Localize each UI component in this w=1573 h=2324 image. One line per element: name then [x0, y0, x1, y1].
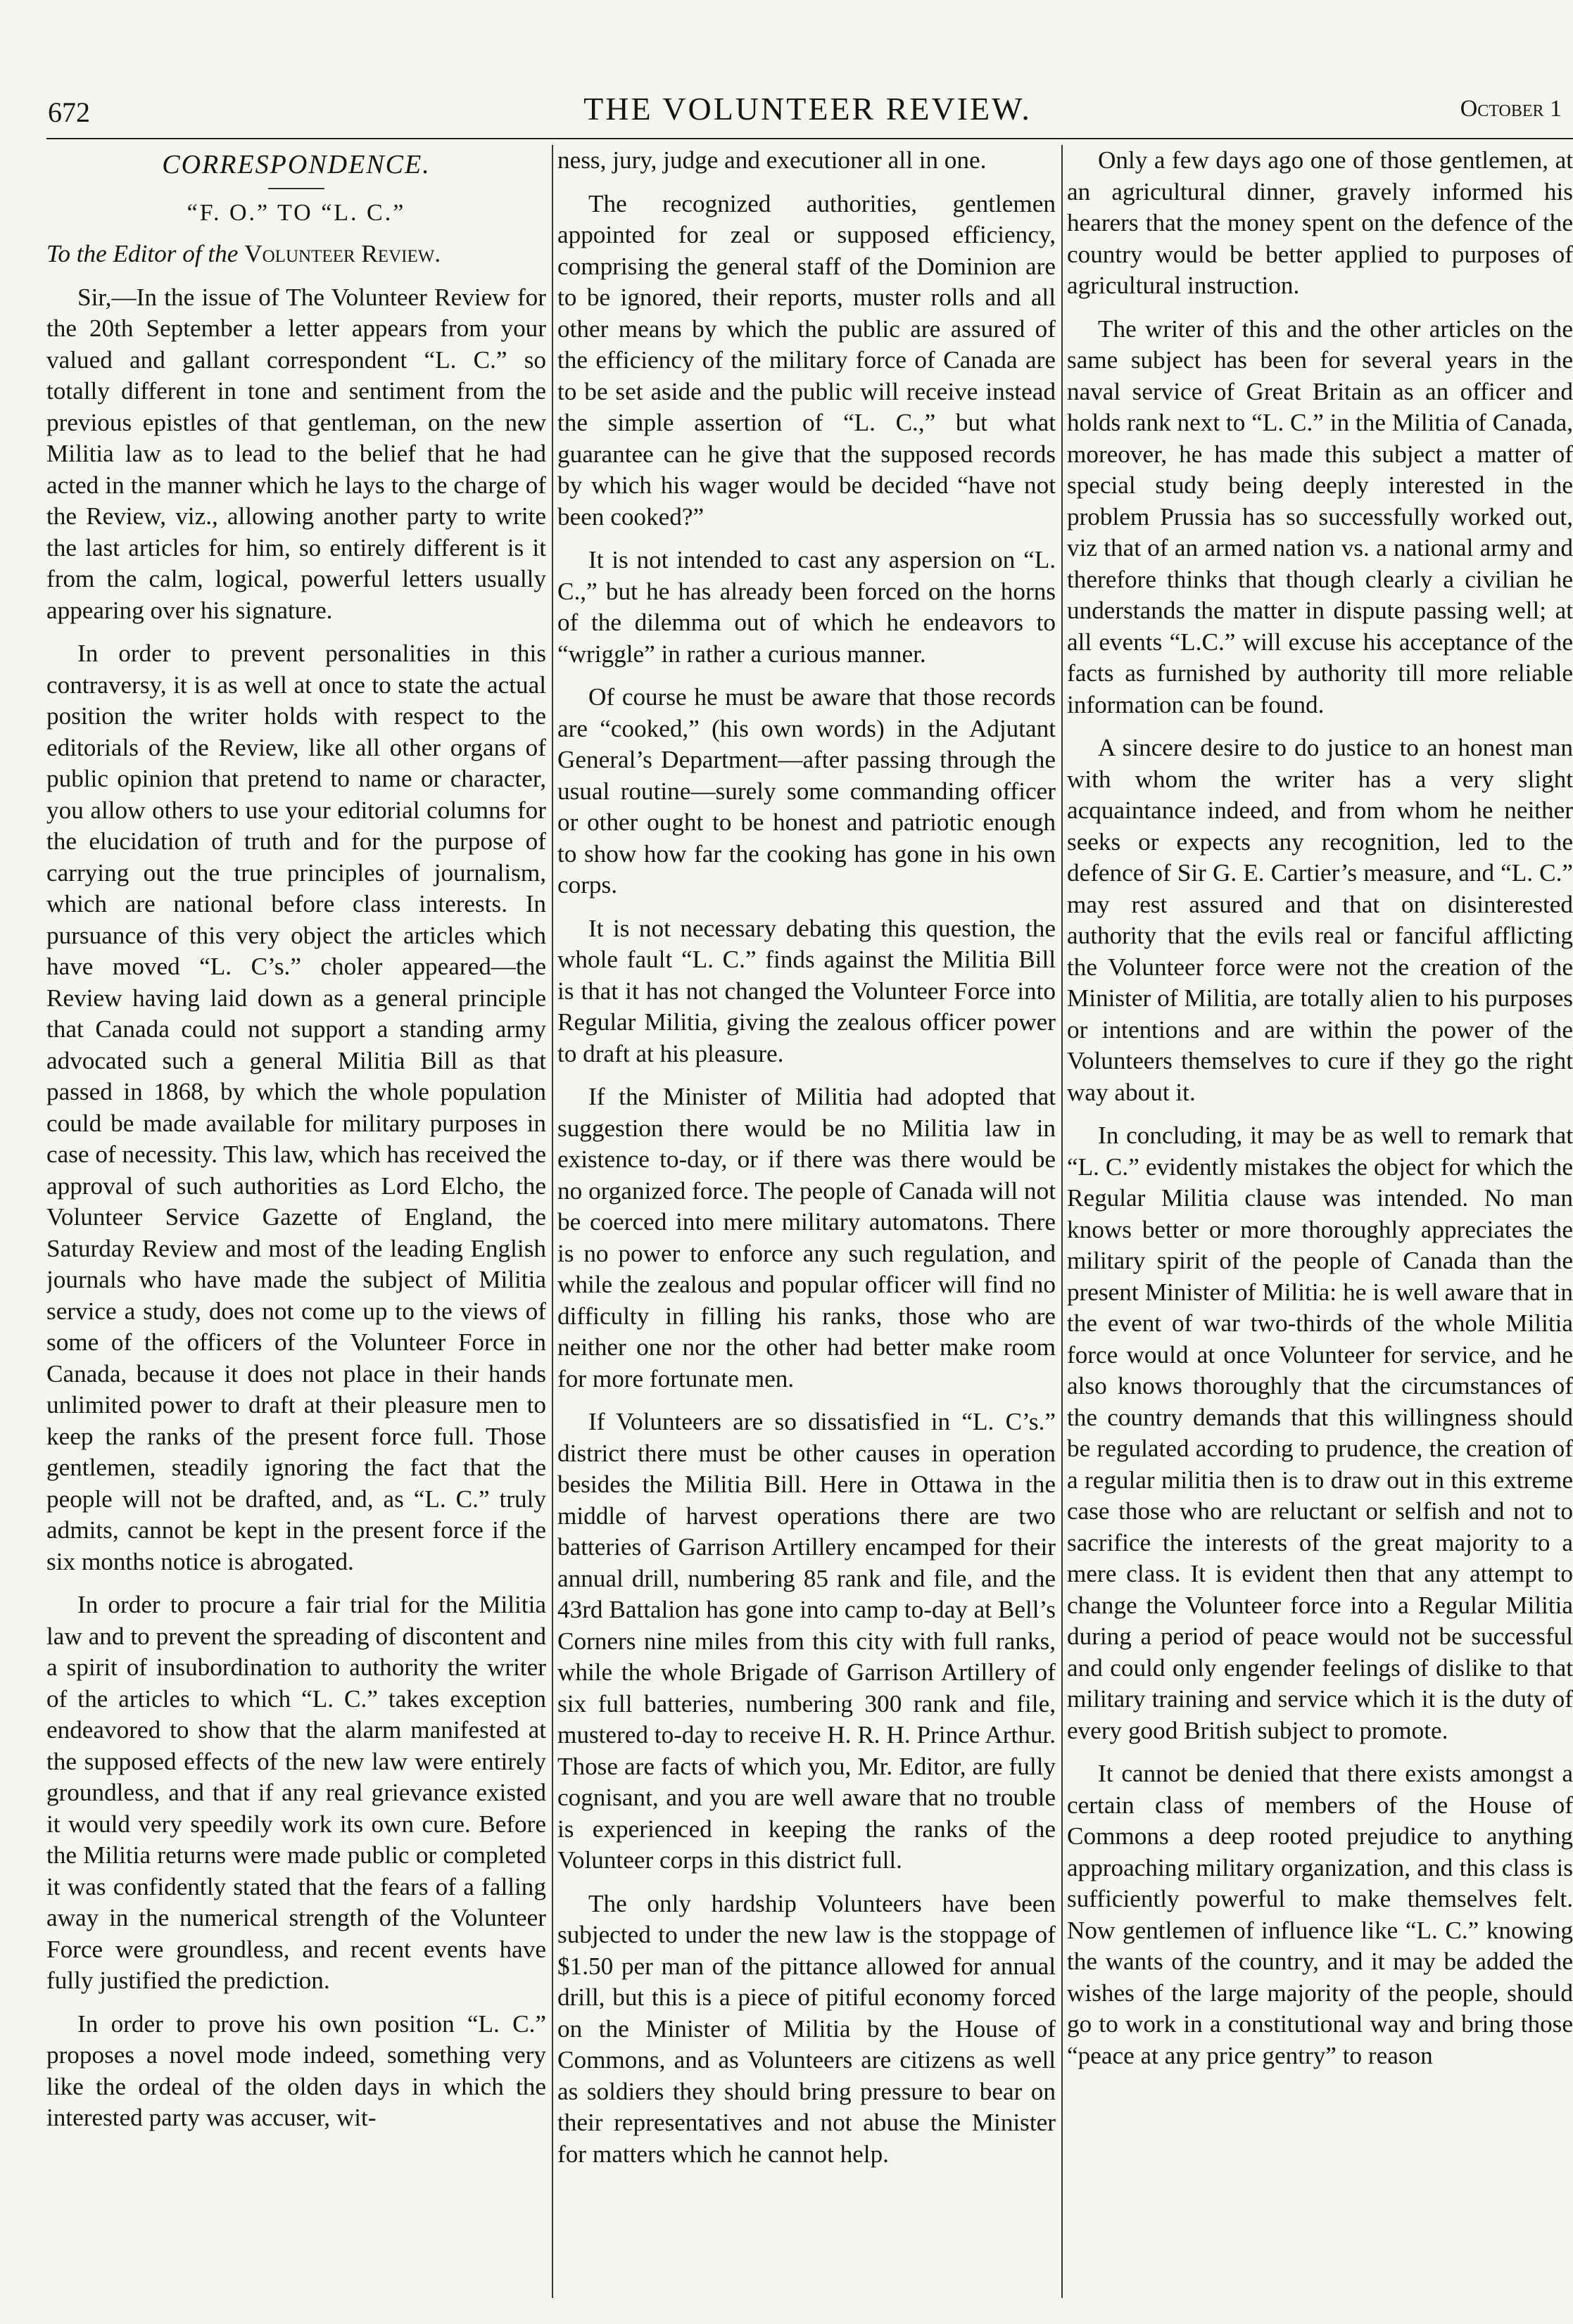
paragraph: The writer of this and the other articles on the same subject has been for several years in the naval service of Great Britain as an officer and holds rank next to “L. C.” in the Militia of Canada, moreover, he has made this subject a matter of special study being deeply interested in the problem Prussia has so successfully worked out, viz that of an armed nation vs. a national army and therefore thinks that though clearly a civilian he understands the matter in dispute passing well; at all events “L.C.” will excuse his acceptance of the facts as furnished by authority till more reliable information can be found.	[1067, 315, 1573, 718]
paragraph-continued: ness, jury, judge and executioner all in one.	[557, 146, 987, 174]
paragraph: In order to procure a fair trial for the Militia law and to prevent the spreading of discontent and a spirit of insubordination to authority the writer of the articles to which “L. C.” takes exception endeavored to show that the alarm manifested at the supposed effects of the new law were entirely groundless, and that if any real grievance existed it would very speedily work its own cure. Before the Militia returns were made public or completed it was confidently stated that the fears of a falling away in the numerical strength of the Volunteer Force were groundless, and recent events have fully justified the prediction.	[46, 1591, 546, 1994]
paragraph: In concluding, it may be as well to remark that “L. C.” evidently mistakes the object for which the Regular Militia clause was intended. No man knows better or more thoroughly appreciates the military spirit of the people of Canada than the present Minister of Militia: he is well aware that in the event of war two-thirds of the whole Militia force would at once Volunteer for service, and he also knows thoroughly that the circumstances of the country demands that this willingness should be regulated according to prudence, the creation of a regular militia then is to draw out in this extreme case those who are reluctant or selfish and not to sacrifice the interests of the great majority to a mere class. It is evident then that any attempt to change the Volunteer force into a Regular Militia during a period of peace would not be successful and could only engender feelings of dislike to that military training and service which it is the duty of every good British subject to promote.	[1067, 1122, 1573, 1744]
column-3	[1067, 145, 1573, 2298]
paragraph: Sir,—In the issue of The Volunteer Review for the 20th September a letter appears from your valued and gallant correspondent “L. C.” so totally different in tone and sentiment from the previous epistles of that gentleman, on the new Militia law as to lead to the belief that he had acted in the manner which he lays to the charge of the Review, viz., allowing another party to write the last articles for him, so entirely different is it from the calm, logical, powerful letters usually appearing over his signature.	[46, 283, 546, 624]
paragraph: In order to prove his own position “L. C.” proposes a novel mode indeed, something very like the ordeal of the olden days in which the interested party was accuser, wit-	[46, 2009, 546, 2131]
paragraph: Only a few days ago one of those gentlemen, at an agricultural dinner, gravely informed his hearers that the money spent on the defence of the country would be better applied to purposes of agricultural instruction.	[1067, 146, 1573, 299]
salutation-lead: To the Editor of the	[46, 240, 239, 267]
column-divider	[552, 145, 553, 2298]
column-1	[46, 145, 546, 2298]
paragraph: It is not intended to cast any aspersion on “L. C.,” but he has already been forced on the horns of the dilemma out of which he endeavors to “wriggle” in rather a curious manner.	[557, 546, 1056, 668]
section-title: CORRESPONDENCE.	[162, 150, 431, 179]
publication-title: THE VOLUNTEER REVIEW.	[583, 91, 1032, 127]
paragraph: Of course he must be aware that those records are “cooked,” (his own words) in the Adjutant General’s Department—after passing through the usual routine—surely some commanding officer or other ought to be honest and patriotic enough to show how far the cooking has gone in his own corps.	[557, 683, 1056, 899]
paragraph: It cannot be denied that there exists amongst a certain class of members of the House of Commons a deep rooted prejudice to anything approaching military organization, and this class is sufficiently powerful to make themselves felt. Now gentlemen of influence like “L. C.” knowing the wants of the country, and it may be added the wishes of the large majority of the people, should go to work in a constitutional way and bring those “peace at any price gentry” to reason	[1067, 1760, 1573, 2069]
paragraph: If Volunteers are so dissatisfied in “L. C’s.” district there must be other causes in operation besides the Militia Bill. Here in Ottawa in the middle of harvest operations there are two batteries of Garrison Artillery encamped for their annual drill, numbering 85 rank and file, and the 43rd Battalion has gone into camp to-day at Bell’s Corners nine miles from this city with full ranks, while the whole Brigade of Garrison Artillery of six full batteries, numbering 300 rank and file, mustered to-day to receive H. R. H. Prince Arthur. Those are facts of which you, Mr. Editor, are fully cognisant, and you are well aware that no trouble is experienced in keeping the ranks of the Volunteer corps in this district full.	[557, 1408, 1056, 1874]
paragraph: The recognized authorities, gentlemen appointed for zeal or supposed efficiency, comprising the general staff of the Dominion are to be ignored, their reports, muster rolls and all other means by which the public are assured of the efficiency of the military force of Canada are to be set aside and the public will receive instead the simple assertion of “L. C.,” but what guarantee can he give that the supposed records by which his wager would be decided “have not been cooked?”	[557, 189, 1056, 531]
paragraph: The only hardship Volunteers have been subjected to under the new law is the stoppage of $1.50 per man of the pittance allowed for annual drill, but this is a piece of pitiful economy forced on the Minister of Militia by the House of Commons, and as Volunteers are citizens as well as soldiers they should bring pressure to bear on their representatives and not abuse the Minister for matters which he cannot help.	[557, 1889, 1056, 2168]
salutation-publication: Volunteer Review.	[244, 240, 441, 267]
column-2	[557, 145, 1056, 2298]
column-divider	[1061, 145, 1063, 2298]
paragraph: In order to prevent personalities in this contraversy, it is as well at once to state the actual position the writer holds with respect to the editorials of the Review, like all other organs of public opinion that pretend to name or character, you allow others to use your editorial columns for the elucidation of truth and for the purpose of carrying out the true principles of journalism, which are national before class interests. In pursuance of this very object the articles which have moved “L. C’s.” choler appeared—the Review having laid down as a general principle that Canada could not support a standing army advocated such a general Militia Bill as that passed in 1868, by which the whole population could be made available for military purposes in case of necessity. This law, which has received the approval of such authorities as Lord Elcho, the Volunteer Service Gazette of England, the Saturday Review and most of the leading English journals who have made the subject of Militia service a study, does not come up to the views of some of the officers of the Volunteer Force in Canada, because it does not place in their hands unlimited power to draft at their pleasure men to keep the ranks of the present force full. Those gentlemen, steadily ignoring the fact that the people will not be drafted, and, as “L. C.” truly admits, cannot be kept in the present force if the six months notice is abrogated.	[46, 640, 546, 1575]
header-rule	[46, 138, 1573, 139]
paragraph: If the Minister of Militia had adopted that suggestion there would be no Militia law in existence to-day, or if there was there would be no organized force. The people of Canada will not be coerced into mere military automatons. There is no power to enforce any such regulation, and while the zealous and popular officer will find no difficulty in filling his ranks, those who are neither one nor the other had better make room for more fortunate men.	[557, 1083, 1056, 1392]
letter-title: “F. O.” TO “L. C.”	[187, 199, 406, 226]
paragraph: A sincere desire to do justice to an honest man with whom the writer has a very slight acquaintance indeed, and from whom he neither seeks or expects any recognition, led to the defence of Sir G. E. Cartier’s measure, and “L. C.” may rest assured and that on disinterested authority that the evils real or fanciful afflicting the Volunteer force were not the creation of the Minister of Militia, are totally alien to his purposes or intentions and are within the power of the Volunteers themselves to cure if they go the right way about it.	[1067, 734, 1573, 1106]
paragraph: It is not necessary debating this question, the whole fault “L. C.” finds against the Militia Bill is that it has not changed the Volunteer Force into Regular Militia, giving the zealous officer power to draft at his pleasure.	[557, 914, 1056, 1067]
section-rule	[268, 188, 324, 189]
page-number: 672	[48, 96, 90, 128]
issue-date: October 1	[1460, 96, 1562, 122]
running-header	[42, 90, 1573, 132]
salutation-line	[46, 239, 546, 270]
